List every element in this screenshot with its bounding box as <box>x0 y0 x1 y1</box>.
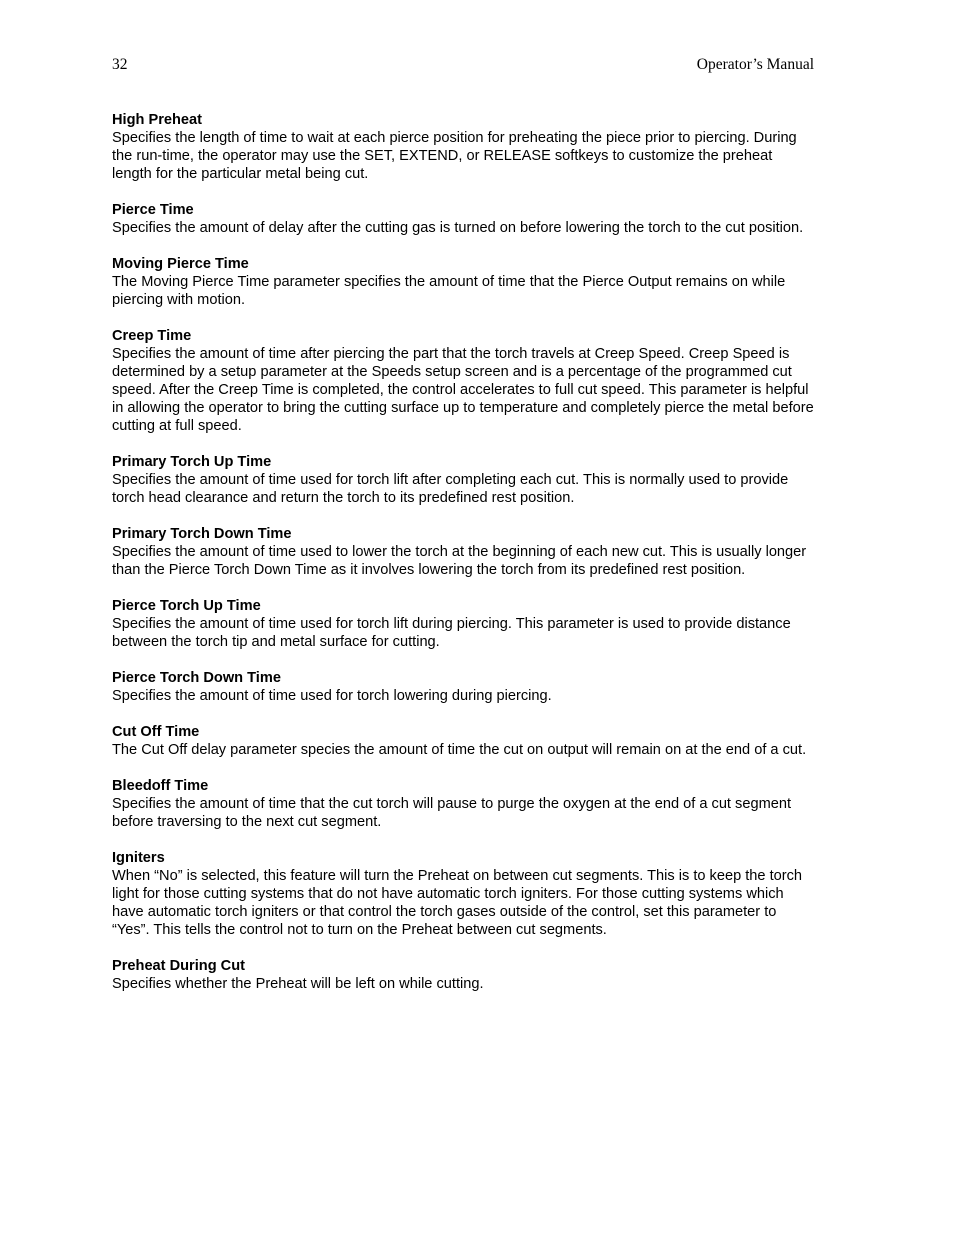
section-title: Primary Torch Down Time <box>112 526 292 542</box>
section-title: Pierce Time <box>112 202 194 218</box>
section-title: Primary Torch Up Time <box>112 454 272 470</box>
section-title: Igniters <box>112 850 165 866</box>
section-title: Pierce Torch Down Time <box>112 670 281 686</box>
section-igniters <box>112 849 816 939</box>
section-title: High Preheat <box>112 112 203 128</box>
section-pierce-torch-down-time <box>112 669 816 705</box>
section-creep-time <box>112 327 816 435</box>
section-body: Specifies whether the Preheat will be left on while cutting. <box>112 976 484 992</box>
section-body: Specifies the amount of delay after the cutting gas is turned on before lowering the torch to the cut position. <box>112 220 804 236</box>
section-pierce-torch-up-time <box>112 597 816 651</box>
section-title: Moving Pierce Time <box>112 256 249 272</box>
section-moving-pierce-time <box>112 255 816 309</box>
section-title: Pierce Torch Up Time <box>112 598 261 614</box>
section-title: Bleedoff Time <box>112 778 209 794</box>
page-header <box>112 56 814 76</box>
section-body: Specifies the amount of time used for torch lowering during piercing. <box>112 688 552 704</box>
manual-title: Operator’s Manual <box>696 56 814 73</box>
section-primary-torch-up-time <box>112 453 816 507</box>
section-body: The Cut Off delay parameter species the amount of time the cut on output will remain on at the end of a cut. <box>112 742 807 758</box>
section-title: Cut Off Time <box>112 724 200 740</box>
section-body: When “No” is selected, this feature will turn the Preheat on between cut segments. This is to keep the torch light for those cutting systems that do not have automatic torch igniters. For those cutting systems which have automatic torch igniters or that control the torch gases outside of the control, set this parameter to “Yes”. This tells the control not to turn on the Preheat between cut segments. <box>112 868 803 938</box>
section-body: Specifies the amount of time used for torch lift after completing each cut. This is normally used to provide torch head clearance and return the torch to its predefined rest position. <box>112 472 789 506</box>
section-pierce-time <box>112 201 816 237</box>
section-body: The Moving Pierce Time parameter specifies the amount of time that the Pierce Output remains on while piercing with motion. <box>112 274 786 308</box>
section-body: Specifies the amount of time after piercing the part that the torch travels at Creep Speed. Creep Speed is determined by a setup parameter at the Speeds setup screen and is a percentage of the programmed cut speed. After the Creep Time is completed, the control accelerates to full cut speed. This parameter is helpful in allowing the operator to bring the cutting surface up to temperature and completely pierce the metal before cutting at full speed. <box>112 346 814 434</box>
section-body: Specifies the amount of time that the cut torch will pause to purge the oxygen at the end of a cut segment before traversing to the next cut segment. <box>112 796 792 830</box>
section-bleedoff-time <box>112 777 816 831</box>
section-primary-torch-down-time <box>112 525 816 579</box>
document-body <box>112 111 816 1011</box>
page-number: 32 <box>112 56 128 73</box>
section-cut-off-time <box>112 723 816 759</box>
section-title: Preheat During Cut <box>112 958 245 974</box>
section-body: Specifies the amount of time used for torch lift during piercing. This parameter is used to provide distance between the torch tip and metal surface for cutting. <box>112 616 791 650</box>
section-title: Creep Time <box>112 328 192 344</box>
section-body: Specifies the amount of time used to lower the torch at the beginning of each new cut. This is usually longer than the Pierce Torch Down Time as it involves lowering the torch from its predefined rest position. <box>112 544 807 578</box>
section-high-preheat <box>112 111 816 183</box>
section-preheat-during-cut <box>112 957 816 993</box>
section-body: Specifies the length of time to wait at each pierce position for preheating the piece prior to piercing. During the run-time, the operator may use the SET, EXTEND, or RELEASE softkeys to customize the preheat length for the particular metal being cut. <box>112 130 797 182</box>
